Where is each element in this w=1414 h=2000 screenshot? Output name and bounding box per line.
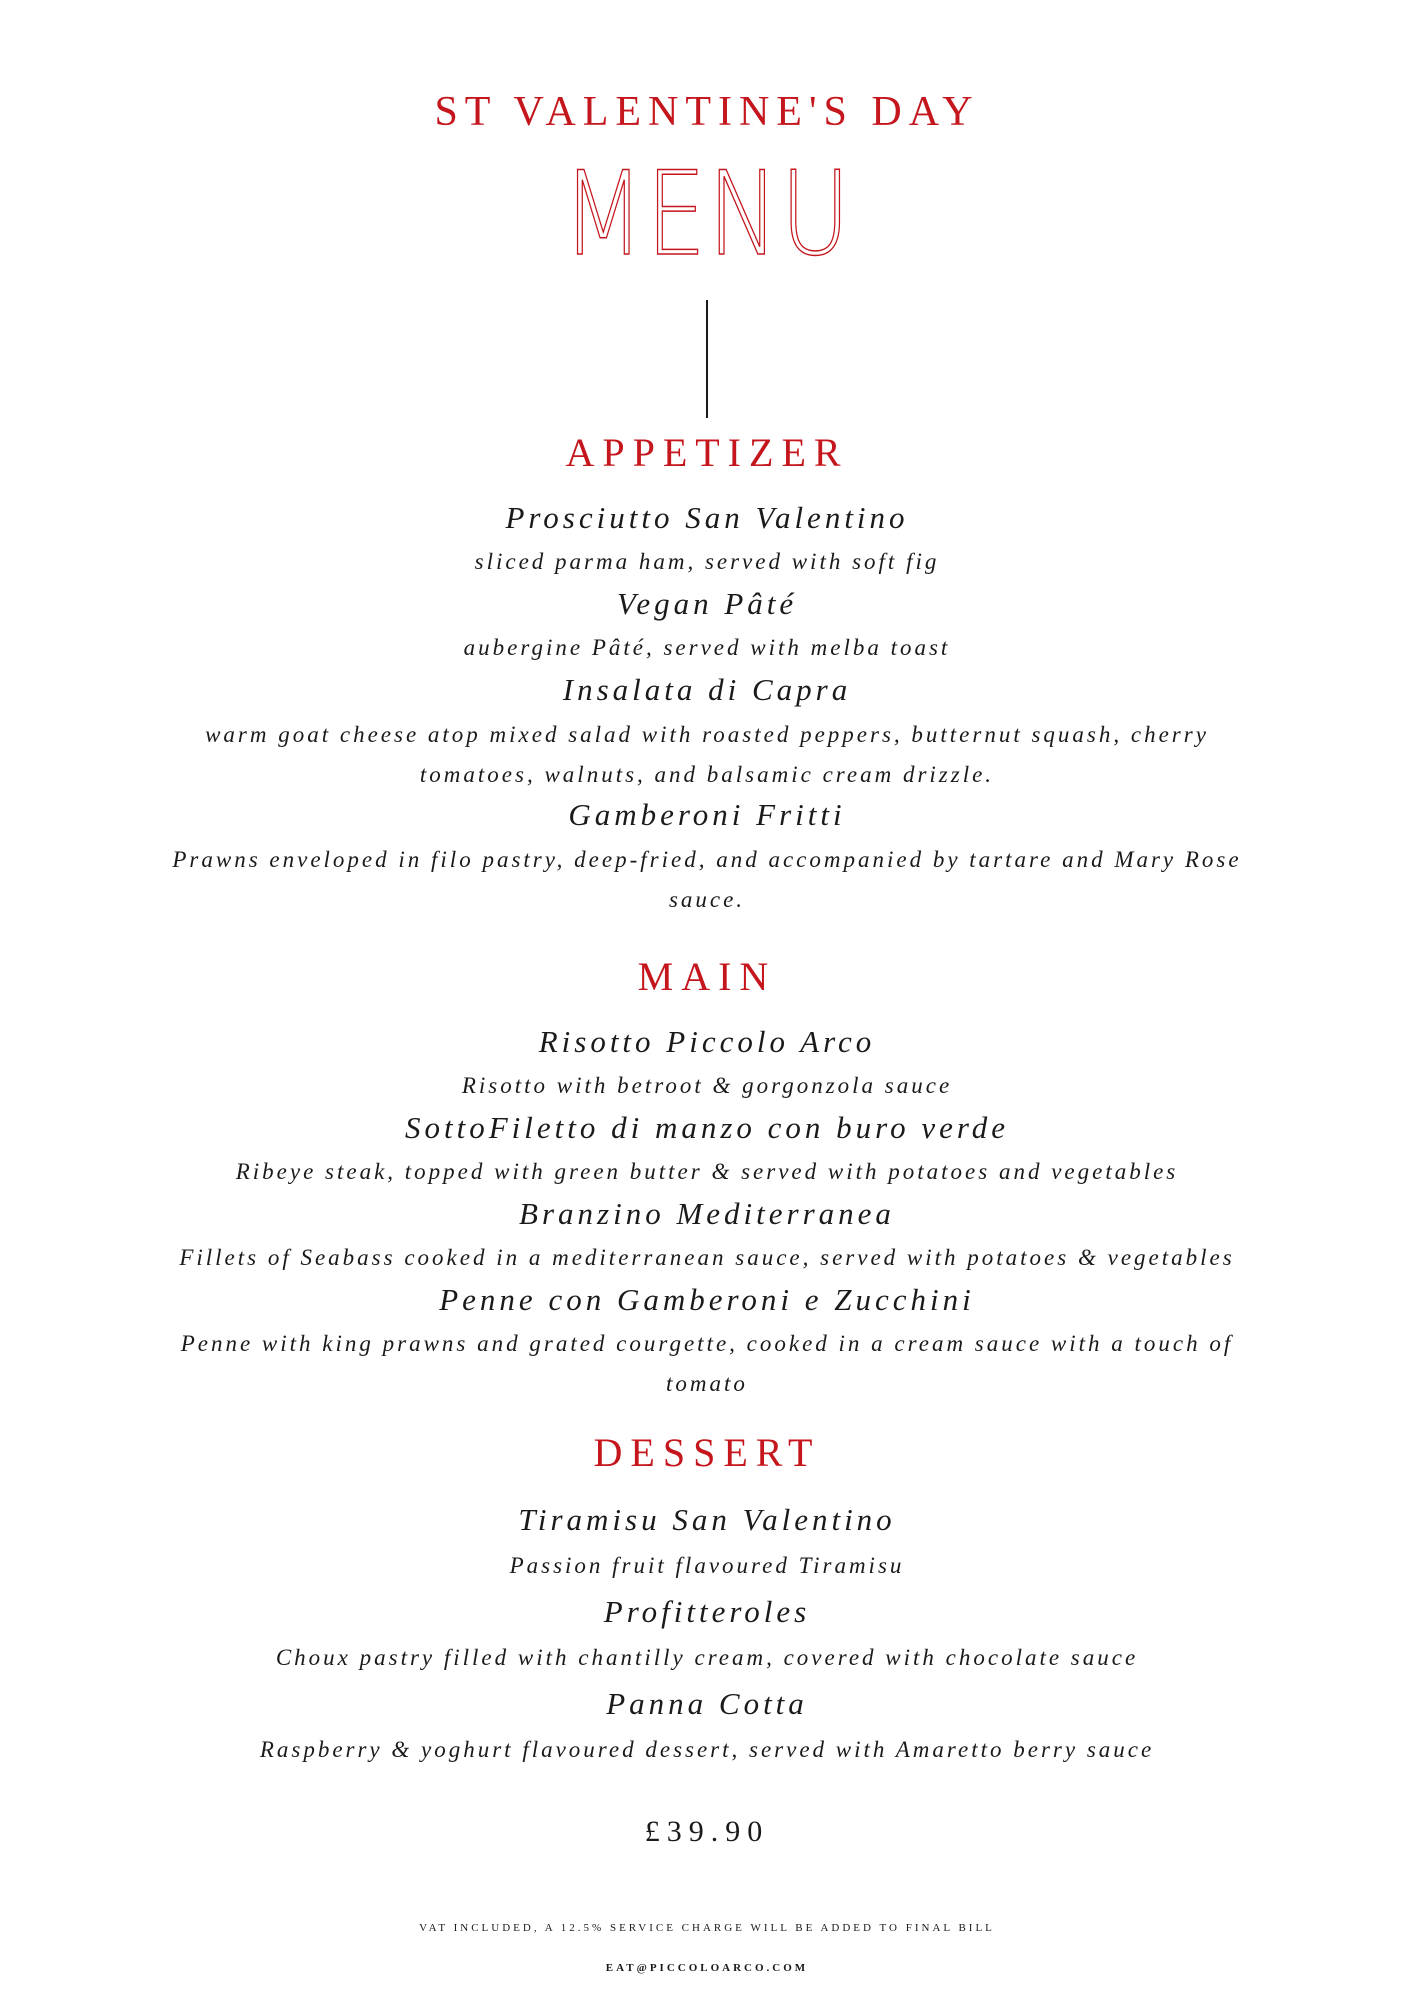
menu-item-description: Raspberry & yoghurt flavoured dessert, served with Amaretto berry sauce (259, 1737, 1155, 1762)
menu-item-name: Tiramisu San Valentino (518, 1502, 896, 1537)
menu-item-name: Prosciutto San Valentino (505, 500, 909, 535)
menu-item-description: Passion fruit flavoured Tiramisu (509, 1553, 905, 1578)
menu-price: £39.90 (644, 1815, 770, 1848)
menu-item-description: Fillets of Seabass cooked in a mediterranean sauce, served with potatoes & vegetables (179, 1245, 1235, 1270)
menu-title (127, 147, 1286, 282)
section-heading-main: MAIN (637, 954, 777, 999)
menu-item-description: sliced parma ham, served with soft fig (474, 549, 940, 574)
menu-item-name: Insalata di Capra (562, 672, 852, 707)
vertical-divider (706, 300, 708, 418)
menu-item-name: Panna Cotta (606, 1686, 808, 1721)
menu-subtitle: ST VALENTINE'S DAY (434, 89, 980, 135)
menu-item-description: warm goat cheese atop mixed salad with roasted peppers, butternut squash, cherry tomatoes, walnuts, and balsamic cream drizzle. (205, 722, 1209, 787)
menu-item-name: Branzino Mediterranea (519, 1196, 895, 1231)
menu-item-description: aubergine Pâté, served with melba toast (463, 635, 951, 660)
menu-item-name: Profitteroles (603, 1594, 811, 1629)
section-heading-dessert: DESSERT (593, 1430, 821, 1475)
menu-item-name: Risotto Piccolo Arco (538, 1024, 876, 1059)
menu-item-name: Vegan Pâté (616, 586, 798, 621)
vat-note: VAT INCLUDED, A 12.5% SERVICE CHARGE WILL BE ADDED TO FINAL BILL (419, 1922, 995, 1934)
menu-title-text: MENU (562, 147, 852, 282)
contact-email[interactable]: EAT@PICCOLOARCO.COM (605, 1962, 809, 1974)
menu-item-description: Risotto with betroot & gorgonzola sauce (461, 1073, 953, 1098)
menu-item-description: Penne with king prawns and grated courgette, cooked in a cream sauce with a touch of tomato (180, 1331, 1234, 1396)
menu-item-description: Choux pastry filled with chantilly cream, covered with chocolate sauce (275, 1645, 1139, 1670)
menu-item-name: Penne con Gamberoni e Zucchini (439, 1282, 975, 1317)
menu-item-name: Gamberoni Fritti (568, 797, 846, 832)
menu-item-description: Ribeye steak, topped with green butter & served with potatoes and vegetables (235, 1159, 1179, 1184)
menu-item-description: Prawns enveloped in filo pastry, deep-fried, and accompanied by tartare and Mary Rose sauce. (172, 847, 1242, 912)
menu-item-name: SottoFiletto di manzo con buro verde (404, 1110, 1010, 1145)
section-heading-appetizer: APPETIZER (565, 430, 849, 475)
